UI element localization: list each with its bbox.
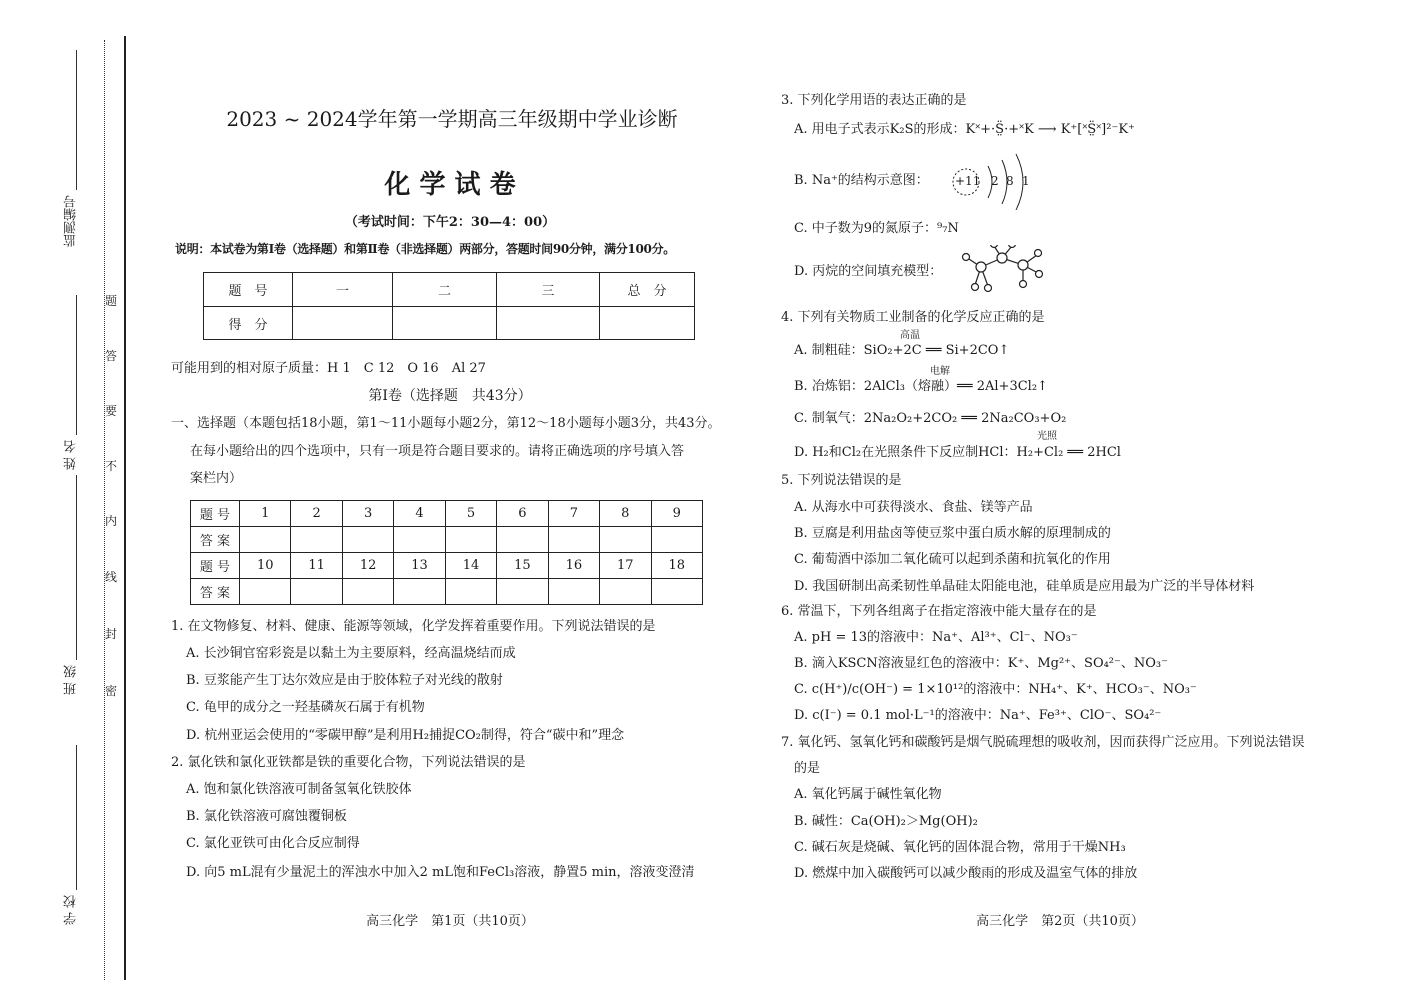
option: C. 葡萄酒中添加二氧化硫可以起到杀菌和抗氧化的作用 (794, 552, 1111, 567)
question-stem: 4. 下列有关物质工业制备的化学反应正确的是 (781, 310, 1045, 325)
shell-electrons: 2 (991, 174, 999, 188)
question-stem: 7. 氧化钙、氢氧化钙和碳酸钙是烟气脱硫理想的吸收剂，因而获得广泛应用。下列说法错误 (781, 735, 1305, 750)
row-label: 答 案 (191, 579, 240, 605)
question-number: 16 (548, 553, 599, 579)
question-number: 12 (342, 553, 393, 579)
option: D. 向5 mL混有少量泥土的浑浊水中加入2 mL饱和FeCl₃溶液，静置5 min，溶液变澄清 (186, 865, 695, 880)
option: C. 制氧气：2Na₂O₂+2CO₂ ══ 2Na₂CO₃+O₂ (794, 411, 1067, 426)
option: D. H₂和Cl₂在光照条件下反应制HCl：H₂+Cl₂ ══ 2HCl (794, 445, 1121, 460)
option: C. 氯化亚铁可由化合反应制得 (186, 836, 360, 851)
option: D. 我国研制出高柔韧性单晶硅太阳能电池，硅单质是应用最为广泛的半导体材料 (794, 579, 1255, 594)
option: C. 碱石灰是烧碱、氧化钙的固体混合物，常用于干燥NH₃ (794, 840, 1126, 855)
atomic-masses: 可能用到的相对原子质量：H 1 C 12 O 16 Al 27 (171, 361, 486, 376)
section-instructions: 一、选择题（本题包括18小题，第1～11小题每小题2分，第12～18小题每小题3分，共43分。 (171, 416, 721, 431)
nucleus-charge: +11 (955, 174, 981, 188)
seal-char: 题 (105, 294, 118, 308)
seal-char: 要 (105, 404, 118, 418)
option: A. 饱和氯化铁溶液可制备氢氧化铁胶体 (186, 782, 412, 797)
answer-cell[interactable] (394, 579, 445, 605)
score-label: 得 分 (204, 307, 293, 340)
answer-cell[interactable] (342, 579, 393, 605)
answer-cell[interactable] (651, 527, 703, 553)
row-label: 答 案 (191, 527, 240, 553)
answer-cell[interactable] (342, 527, 393, 553)
binding-line (124, 36, 126, 980)
answer-cell[interactable] (651, 579, 703, 605)
score-cell[interactable] (293, 307, 393, 340)
question-number: 11 (291, 553, 342, 579)
question-stem: 6. 常温下，下列各组离子在指定溶液中能大量存在的是 (781, 604, 1097, 619)
reaction-condition: 电解 (930, 366, 950, 377)
question-stem: 3. 下列化学用语的表达正确的是 (781, 93, 967, 108)
option: D. 杭州亚运会使用的“零碳甲醇”是利用H₂捕捉CO₂制得，符合“碳中和”理念 (186, 728, 625, 743)
question-number: 2 (291, 501, 342, 527)
answer-cell[interactable] (394, 527, 445, 553)
question-stem: 5. 下列说法错误的是 (781, 473, 902, 488)
question-stem: 2. 氯化铁和氯化亚铁都是铁的重要化合物，下列说法错误的是 (171, 755, 526, 770)
option: B. 冶炼铝：2AlCl₃（熔融）══ 2Al+3Cl₂↑ (794, 379, 1048, 394)
reaction-condition: 高温 (900, 330, 920, 341)
question-number: 14 (445, 553, 496, 579)
page-footer: 高三化学 第1页（共10页） (366, 914, 534, 929)
answer-cell[interactable] (600, 527, 651, 553)
option: B. 滴入KSCN溶液显红色的溶液中：K⁺、Mg²⁺、SO₄²⁻、NO₃⁻ (794, 656, 1168, 671)
school-blank[interactable] (76, 745, 77, 890)
option: A. 从海水中可获得淡水、食盐、镁等产品 (794, 500, 1033, 515)
exam-title: 2023 ~ 2024学年第一学期高三年级期中学业诊断 (226, 107, 678, 131)
option: A. pH = 13的溶液中：Na⁺、Al³⁺、Cl⁻、NO₃⁻ (794, 630, 1078, 645)
option: D. 燃煤中加入碳酸钙可以减少酸雨的形成及温室气体的排放 (794, 866, 1138, 881)
score-header: 一 (293, 273, 393, 307)
shell-electrons: 1 (1022, 174, 1030, 188)
score-header: 二 (393, 273, 497, 307)
reaction-condition: 光照 (1037, 431, 1057, 442)
answer-cell[interactable] (291, 579, 342, 605)
page-footer: 高三化学 第2页（共10页） (976, 914, 1144, 929)
answer-cell[interactable] (497, 527, 548, 553)
class-blank[interactable] (76, 475, 77, 660)
option: A. 氧化钙属于碱性氧化物 (794, 787, 942, 802)
question-stem-continued: 的是 (794, 761, 821, 776)
answer-cell[interactable] (240, 527, 291, 553)
score-cell[interactable] (393, 307, 497, 340)
question-number: 8 (600, 501, 651, 527)
answer-cell[interactable] (445, 579, 496, 605)
seal-dotted-line (104, 40, 105, 980)
score-cell[interactable] (600, 307, 695, 340)
shell-electrons: 8 (1006, 174, 1014, 188)
name-label: 姓 名 (64, 440, 79, 471)
option: A. 长沙铜官窑彩瓷是以黏土为主要原料，经高温烧结而成 (186, 646, 516, 661)
option: A. 制粗硅：SiO₂+2C ══ Si+2CO↑ (794, 343, 1010, 358)
seal-char: 密 (105, 684, 118, 698)
section-instructions: 在每小题给出的四个选项中，只有一项是符合题目要求的。请将正确选项的序号填入答 (190, 444, 685, 459)
propane-model-icon (940, 245, 1050, 300)
option: C. c(H⁺)/c(OH⁻) = 1×10¹²的溶液中：NH₄⁺、K⁺、HCO₃⁻、NO₃⁻ (794, 682, 1197, 697)
exam-id-blank[interactable] (76, 50, 77, 190)
score-table (203, 272, 695, 340)
question-number: 3 (342, 501, 393, 527)
section-instructions: 案栏内） (190, 471, 243, 486)
question-number: 17 (600, 553, 651, 579)
answer-cell[interactable] (445, 527, 496, 553)
answer-cell[interactable] (291, 527, 342, 553)
question-number: 15 (497, 553, 548, 579)
question-number: 18 (651, 553, 703, 579)
instructions: 说明：本试卷为第Ⅰ卷（选择题）和第Ⅱ卷（非选择题）两部分，答题时间90分钟，满分100分。 (175, 242, 675, 256)
option: D. c(I⁻) = 0.1 mol·L⁻¹的溶液中：Na⁺、Fe³⁺、ClO⁻、SO₄²⁻ (794, 708, 1162, 723)
option: B. 氯化铁溶液可腐蚀覆铜板 (186, 809, 347, 824)
part1-title: 第Ⅰ卷（选择题 共43分） (368, 388, 532, 404)
answer-cell[interactable] (497, 579, 548, 605)
answer-table (190, 500, 703, 605)
option: B. 豆浆能产生丁达尔效应是由于胶体粒子对光线的散射 (186, 673, 503, 688)
option: A. 用电子式表示K₂S的形成：K˟+·S̤̈·+˟K ⟶ K⁺[˟S̤̈˟]²⁻K⁺ (794, 122, 1135, 137)
option: D. 丙烷的空间填充模型： (794, 264, 943, 279)
question-number: 4 (394, 501, 445, 527)
answer-cell[interactable] (548, 579, 599, 605)
exam-id-label: 监测编号 (64, 195, 79, 247)
row-label: 题 号 (191, 501, 240, 527)
score-header: 题 号 (204, 273, 293, 307)
answer-cell[interactable] (548, 527, 599, 553)
question-number: 7 (548, 501, 599, 527)
answer-cell[interactable] (600, 579, 651, 605)
row-label: 题 号 (191, 553, 240, 579)
option: C. 中子数为9的氮原子：⁹₇N (794, 221, 959, 236)
question-number: 9 (651, 501, 703, 527)
school-label: 学 校 (64, 895, 79, 926)
class-label: 班 级 (64, 665, 79, 696)
option: C. 龟甲的成分之一羟基磷灰石属于有机物 (186, 700, 425, 715)
option: B. Na⁺的结构示意图： (794, 173, 929, 188)
seal-char: 不 (105, 459, 118, 473)
question-number: 6 (497, 501, 548, 527)
exam-time: （考试时间：下午2：30—4：00） (344, 215, 556, 230)
seal-char: 封 (105, 627, 118, 641)
score-header: 三 (497, 273, 600, 307)
seal-char: 答 (105, 349, 118, 363)
question-number: 1 (240, 501, 291, 527)
name-blank[interactable] (76, 295, 77, 435)
na-ion-structure-diagram (950, 152, 1040, 210)
subject-title: 化 学 试 卷 (384, 170, 516, 200)
question-stem: 1. 在文物修复、材料、健康、能源等领域，化学发挥着重要作用。下列说法错误的是 (171, 619, 656, 634)
seal-char: 内 (105, 514, 118, 528)
score-header: 总 分 (600, 273, 695, 307)
option: B. 豆腐是利用盐卤等使豆浆中蛋白质水解的原理制成的 (794, 526, 1111, 541)
seal-char: 线 (105, 570, 118, 584)
question-number: 10 (240, 553, 291, 579)
question-number: 13 (394, 553, 445, 579)
option: B. 碱性：Ca(OH)₂＞Mg(OH)₂ (794, 814, 978, 829)
score-cell[interactable] (497, 307, 600, 340)
answer-cell[interactable] (240, 579, 291, 605)
question-number: 5 (445, 501, 496, 527)
